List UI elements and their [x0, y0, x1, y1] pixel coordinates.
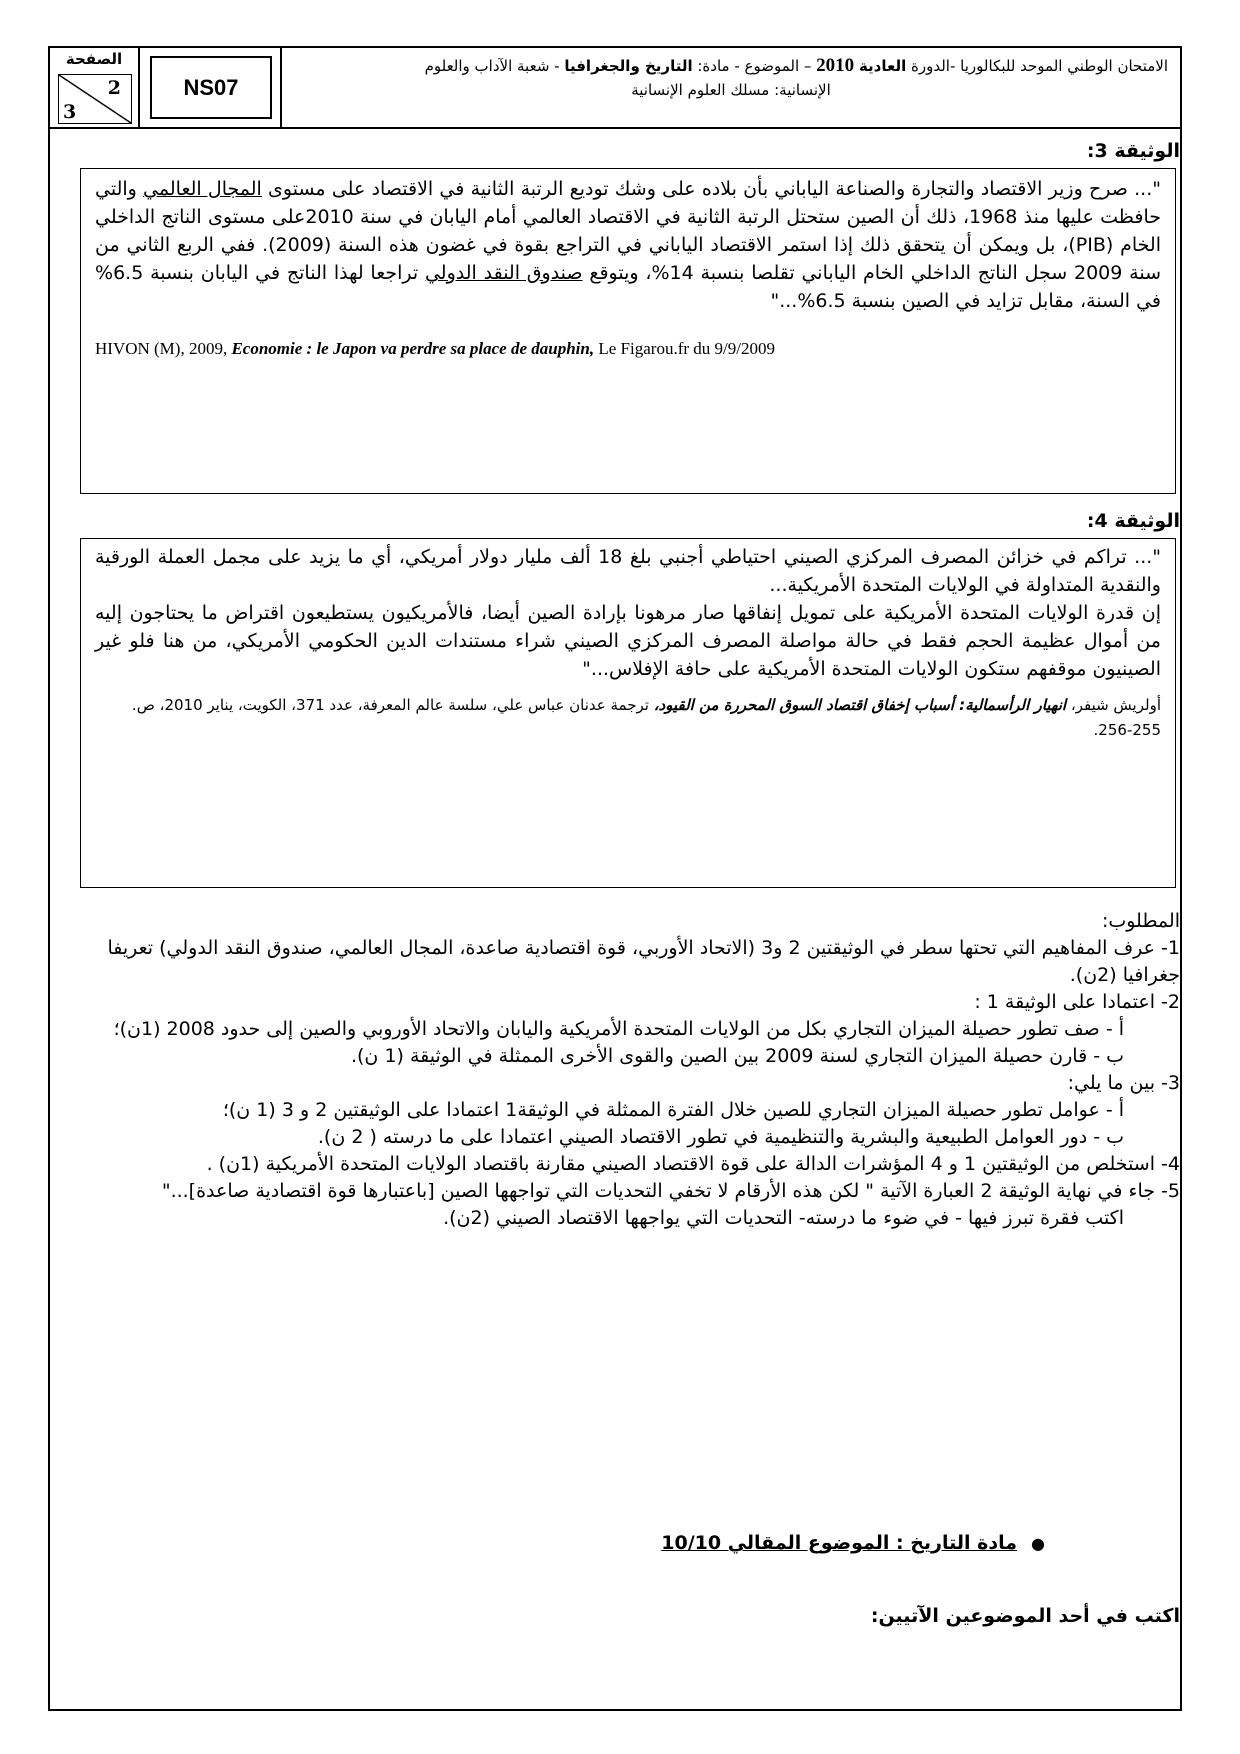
doc3-source-publisher: Le Figarou.fr du 9/9/2009 [594, 339, 775, 358]
exam-title [280, 48, 1180, 127]
doc3-term-imf: صندوق النقد الدولي [424, 262, 583, 284]
question-3b: ب - دور العوامل الطبيعية والبشرية والتنظيمية في تطور الاقتصاد الصيني اعتمادا على ما درسته ( 2 ن). [317, 1126, 1124, 1148]
doc4-source [81, 683, 1175, 743]
history-topic-title: مادة التاريخ : الموضوع المقالي 10/10 [661, 1532, 1018, 1554]
question-4: 4- استخلص من الوثيقتين 1 و 4 المؤشرات الدالة على قوة الاقتصاد الصيني مقارنة باقتصاد الولايات المتحدة الأمريكية (1ن) . [206, 1153, 1180, 1175]
session: العادية [858, 57, 907, 75]
doc4-source-author: أولريش شيفر، [1066, 696, 1161, 714]
doc3-term-global-space: المجال العالمي [143, 178, 262, 200]
page-indicator [50, 48, 140, 127]
page-label: الصفحة [65, 50, 123, 68]
page-number-box [58, 74, 132, 124]
tasks-heading: المطلوب: [1101, 910, 1180, 932]
doc3-text [81, 169, 1175, 315]
doc4-box [80, 538, 1176, 888]
page-number: 2 [107, 77, 121, 99]
question-1: 1- عرف المفاهيم التي تحتها سطر في الوثيقتين 2 و3 (الاتحاد الأوربي، قوة اقتصادية صاعدة، المجال العالمي، صندوق النقد الدولي) تعريفا جغرافيا (2ن). [107, 937, 1180, 986]
question-3a: أ - عوامل تطور حصيلة الميزان التجاري للصين خلال الفترة الممثلة في الوثيقة1 اعتمادا على الوثيقتين 2 و 3 (1 ن)؛ [222, 1099, 1124, 1121]
doc3-text-3: تراجعا لهذا الناتج في اليابان بنسبة 6.5% في السنة، مقابل تزايد في الصين بنسبة 6.5%..." [95, 262, 1161, 312]
history-instruction: اكتب في أحد الموضوعين الآتيين: [870, 1605, 1180, 1627]
doc3-heading: الوثيقة 3: [1086, 140, 1180, 162]
title-part-b: – الموضوع - مادة: [692, 57, 817, 75]
doc4-source-title: انهيار الرأسمالية: أسباب إخفاق اقتصاد السوق المحررة من القيود، [653, 696, 1067, 714]
page-total: 3 [63, 101, 77, 123]
history-topic [661, 1532, 1045, 1554]
question-5b: اكتب فقرة تبرز فيها - في ضوء ما درسته- التحديات التي يواجهها الاقتصاد الصيني (2ن). [443, 1207, 1124, 1229]
doc3-text-2: والتي حافظت عليها منذ 1968، ذلك أن الصين ستحتل الرتبة الثانية في الاقتصاد العالمي أمام اليابان في سنة 2010على مستوى الناتج الداخلي الخام (PIB)، بل ويمكن أن يتحقق ذلك إذا استمر الاقتصاد الياباني في التراجع بقوة في غضون هذه السنة (2009). ففي الربع الثاني من سنة 2009 سجل الناتج الداخلي الخام الياباني تقلصا بنسبة 14%، ويتوقع [95, 178, 1161, 284]
exam-title-line1 [294, 54, 1168, 78]
doc4-paragraph-2: إن قدرة الولايات المتحدة الأمريكية على تمويل إنفاقها صار مرهونا بإرادة الصين أيضا، فالأمريكيون يستطيعون اقتراض ما يحتاجون إليه من أموال عظيمة الحجم فقط في حالة مواصلة المصرف المركزي الصيني شراء مستندات الدين الحكومي الأمريكي، من هنا فلو غير الصينيون موقفهم ستكون الولايات المتحدة الأمريكية على حافة الإفلاس..." [95, 602, 1161, 680]
tasks-section [56, 908, 1180, 1232]
doc3-text-1: "... صرح وزير الاقتصاد والتجارة والصناعة الياباني بأن بلاده على وشك توديع الرتبة الثانية في الاقتصاد على مستوى [261, 178, 1161, 200]
exam-header [48, 46, 1182, 129]
subject: التاريخ والجغرافيا [564, 57, 693, 75]
bullet-icon: ● [1031, 1534, 1045, 1553]
title-part-a: الامتحان الوطني الموحد للبكالوريا -الدورة [906, 57, 1168, 75]
exam-year: 2010 [816, 55, 855, 76]
question-3: 3- بين ما يلي: [1067, 1072, 1180, 1094]
question-5: 5- جاء في نهاية الوثيقة 2 العبارة الآتية " لكن هذه الأرقام لا تخفي التحديات التي تواجهها الصين [باعتبارها قوة اقتصادية صاعدة]..." [161, 1180, 1180, 1202]
doc3-source [81, 339, 1175, 359]
doc3-box [80, 168, 1176, 494]
question-2a: أ - صف تطور حصيلة الميزان التجاري بكل من الولايات المتحدة الأمريكية واليابان والاتحاد الأوروبي والصين إلى حدود 2008 (1ن)؛ [113, 1018, 1124, 1040]
question-2b: ب - قارن حصيلة الميزان التجاري لسنة 2009 بين الصين والقوى الأخرى الممثلة في الوثيقة (1 ن). [350, 1045, 1124, 1067]
doc4-paragraph-1: "... تراكم في خزائن المصرف المركزي الصيني احتياطي أجنبي بلغ 18 ألف مليار دولار أمريكي، أي ما يزيد على مجمل العملة الورقية والنقدية المتداولة في الولايات المتحدة الأمريكية... [95, 546, 1162, 596]
doc4-heading: الوثيقة 4: [1086, 510, 1180, 532]
title-part-c: - شعبة الآداب والعلوم [424, 57, 565, 75]
doc3-source-author: HIVON (M), 2009, [95, 339, 232, 358]
doc4-source-publisher: ترجمة عدنان عباس علي، سلسة عالم المعرفة، عدد 371، الكويت، يناير 2010، ص. 255-256. [131, 696, 1161, 739]
exam-code: NS07 [150, 56, 272, 119]
exam-title-line2: الإنسانية: مسلك العلوم الإنسانية [631, 81, 831, 99]
doc3-source-title: Economie : le Japon va perdre sa place de dauphin, [231, 339, 595, 358]
question-2: 2- اعتمادا على الوثيقة 1 : [974, 991, 1180, 1013]
